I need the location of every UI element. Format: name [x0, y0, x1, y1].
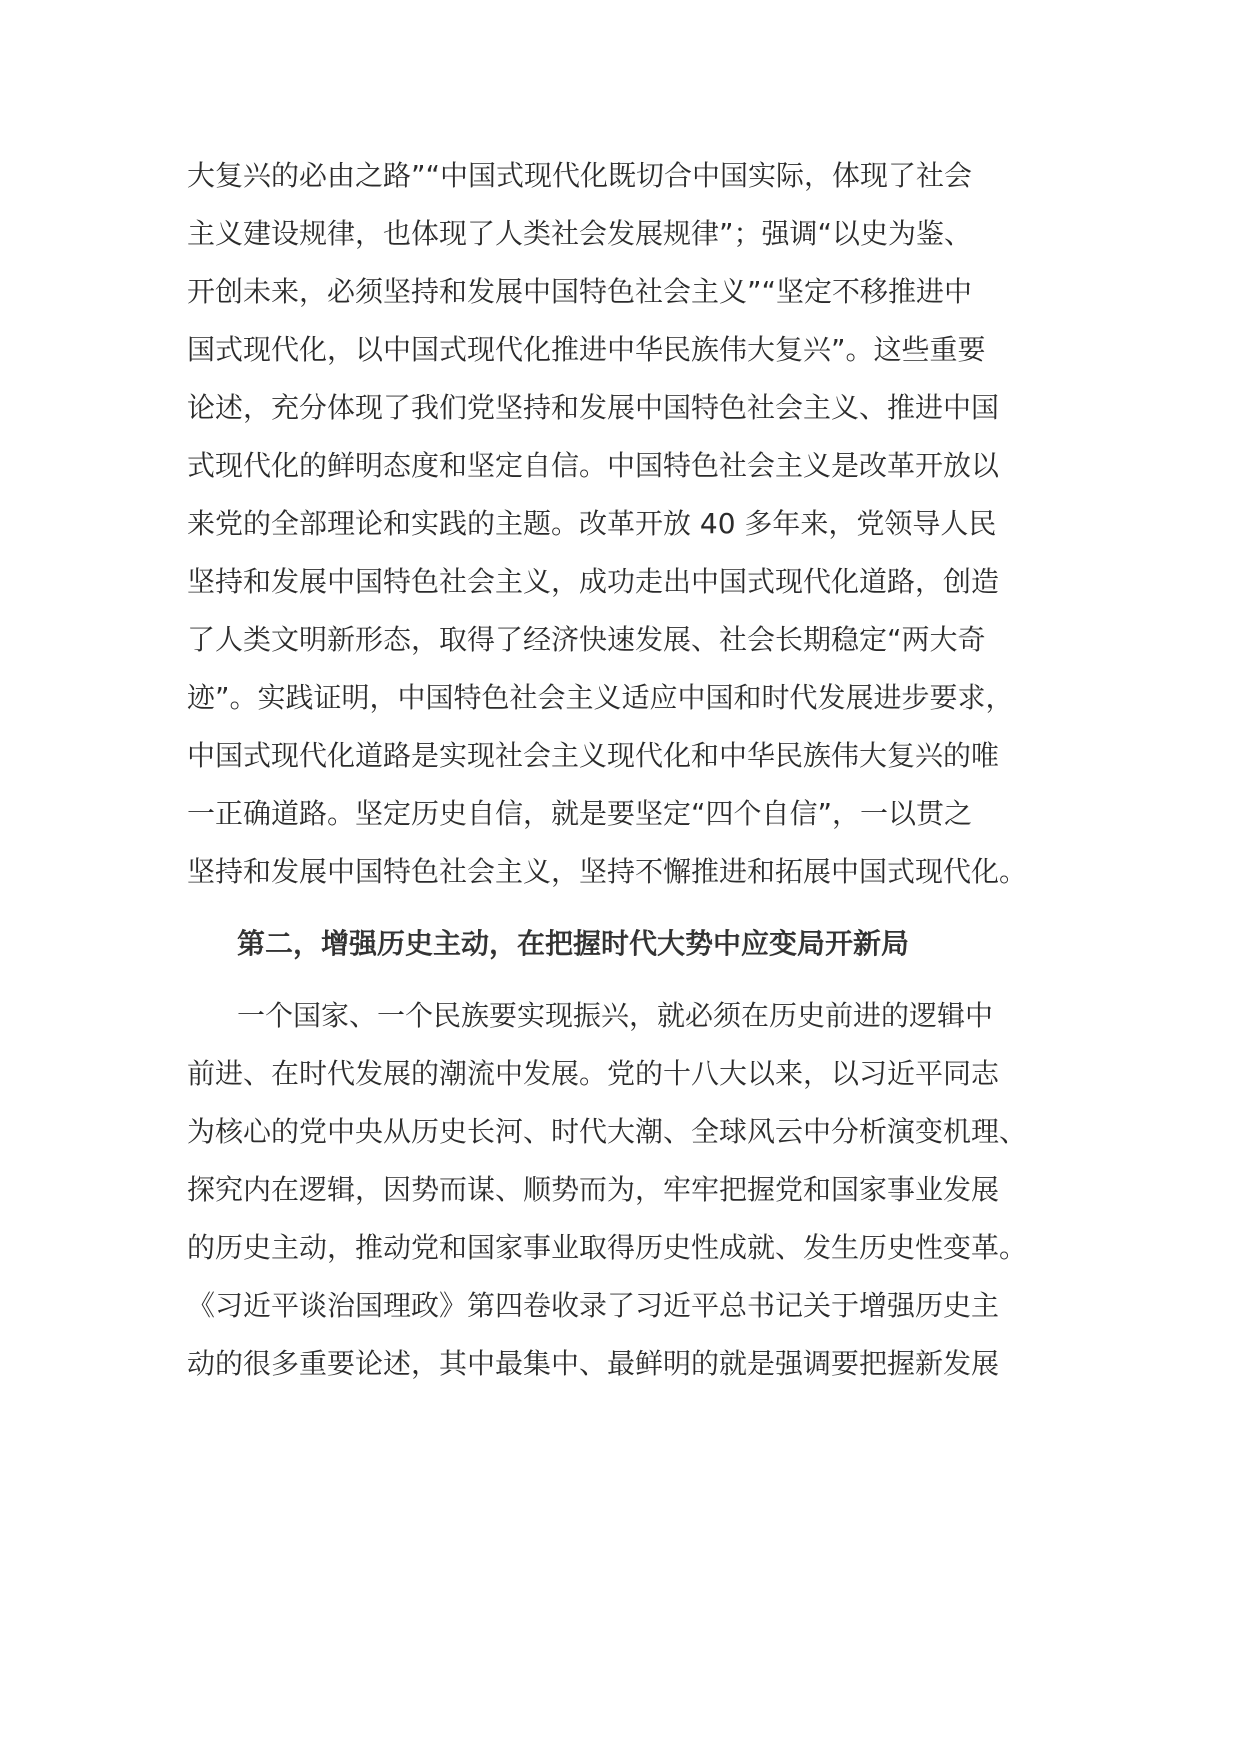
paragraph2-line-7: 动的很多重要论述，其中最集中、最鲜明的就是强调要把握新发展 — [187, 1347, 1000, 1380]
paragraph2-line-4: 探究内在逻辑，因势而谋、顺势而为，牢牢把握党和国家事业发展 — [187, 1173, 1000, 1206]
paragraph1-line-7: 来党的全部理论和实践的主题。改革开放 40 多年来，党领导人民 — [187, 507, 997, 540]
paragraph2-line-2: 前进、在时代发展的潮流中发展。党的十八大以来，以习近平同志 — [187, 1057, 1000, 1090]
paragraph1-line-10: 迹”。实践证明，中国特色社会主义适应中国和时代发展进步要求， — [187, 681, 1014, 714]
paragraph1-line-5: 论述，充分体现了我们党坚持和发展中国特色社会主义、推进中国 — [187, 391, 1000, 424]
paragraph1-line-8: 坚持和发展中国特色社会主义，成功走出中国式现代化道路，创造 — [187, 565, 1000, 598]
paragraph1-line-2: 主义建设规律，也体现了人类社会发展规律”；强调“以史为鉴、 — [187, 217, 973, 250]
paragraph2-line-5: 的历史主动，推动党和国家事业取得历史性成就、发生历史性变革。 — [187, 1231, 1028, 1264]
paragraph2-line-6: 《习近平谈治国理政》第四卷收录了习近平总书记关于增强历史主 — [187, 1289, 1000, 1322]
paragraph1-line-4: 国式现代化，以中国式现代化推进中华民族伟大复兴”。这些重要 — [187, 333, 986, 366]
section-heading: 第二，增强历史主动，在把握时代大势中应变局开新局 — [237, 927, 910, 960]
paragraph1-line-13: 坚持和发展中国特色社会主义，坚持不懈推进和拓展中国式现代化。 — [187, 855, 1028, 888]
paragraph1-line-11: 中国式现代化道路是实现社会主义现代化和中华民族伟大复兴的唯 — [187, 739, 1000, 772]
paragraph1-line-9: 了人类文明新形态，取得了经济快速发展、社会长期稳定“两大奇 — [187, 623, 986, 656]
paragraph1-line-12: 一正确道路。坚定历史自信，就是要坚定“四个自信”，一以贯之 — [187, 797, 973, 830]
paragraph2-line-1: 一个国家、一个民族要实现振兴，就必须在历史前进的逻辑中 — [237, 999, 994, 1032]
paragraph1-line-3: 开创未来，必须坚持和发展中国特色社会主义”“坚定不移推进中 — [187, 275, 973, 308]
paragraph1-line-1: 大复兴的必由之路”“中国式现代化既切合中国实际，体现了社会 — [187, 159, 973, 192]
paragraph1-line-6: 式现代化的鲜明态度和坚定自信。中国特色社会主义是改革开放以 — [187, 449, 1000, 482]
paragraph2-line-3: 为核心的党中央从历史长河、时代大潮、全球风云中分析演变机理、 — [187, 1115, 1028, 1148]
